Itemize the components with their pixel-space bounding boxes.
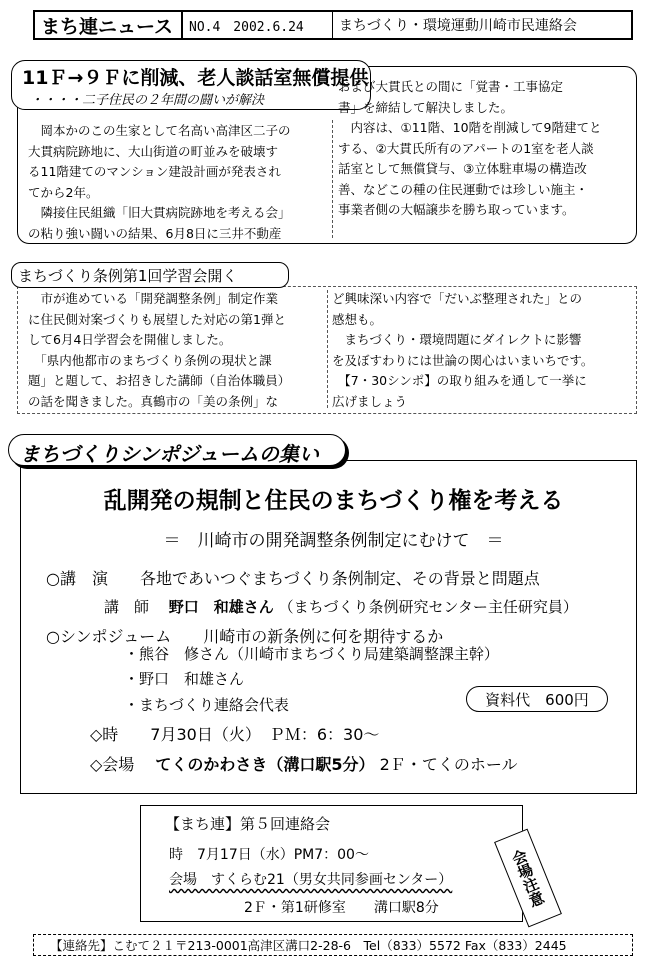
text-line: 題」と題して、お招きした講師（自治体職員） [28,373,291,388]
text-line: 市が進めている「開発調整条例」制定作業 [28,291,279,306]
text-line: および大貫氏との間に「覚書・工事協定 [338,79,564,94]
venue-room: 2Ｆ・てくのホール [379,755,518,774]
text-line: して6月4日学習会を開催しました。 [28,332,232,347]
text-line: ど興味深い内容で「だいぶ整理された」との [332,291,583,306]
article1-subhead: ・・・・二子住民の２年間の闘いが解決 [30,93,265,108]
newsletter-title: まち連ニュース [35,12,183,38]
text-line: 書」を締結して解決しました。 [338,99,514,115]
header-bar [33,10,633,40]
lecturer-label: 講 師 [104,598,150,616]
panelist-item: ・野口 和雄さん [124,670,245,688]
text-line: る11階建てのマンション建設計画が発表され [28,164,281,179]
text-line: 広げましょう [332,393,408,409]
lecturer-name: 野口 和雄さん [168,598,274,616]
fee-badge: 資料代 600円 [466,686,608,712]
text-line: 岡本かのこの生家として名高い高津区二子の [28,123,291,138]
venue-name: てくのかわさき（溝口駅5分） [155,755,375,774]
symposium-subtitle: ＝ 川崎市の開発調整条例制定にむけて ＝ [163,531,504,551]
article2-headline: まちづくり条例第1回学習会開く [18,267,238,285]
panel-line: ○シンポジューム 川崎市の新条例に何を期待するか [46,627,444,646]
text-line: 事業者側の大幅譲歩を勝ち取っています。 [338,202,575,217]
symposium-headline: まちづくりシンポジュームの集い [20,442,319,466]
event-time: ◇時 7月30日（火） ＰＭ：6：30～ [90,725,380,744]
text-line: 感想も。 [332,311,383,327]
text-line: に住民側対案づくりも展望した対応の第1弾と [28,311,286,327]
symposium-title: 乱開発の規制と住民のまちづくり権を考える [103,488,564,514]
text-line: 「県内他都市のまちづくり条例の現状と課 [28,352,272,368]
text-line: 話室として無償貸与、③立体駐車場の構造改 [338,161,587,176]
meeting-time: 時 7月17日（水）PM7：00～ [169,847,369,863]
panelist-item: ・まちづくり連絡会代表 [124,696,289,714]
text-line: する、②大貫氏所有のアパートの1室を老人談 [338,140,594,156]
meeting-title: 【まち連】第５回連絡会 [165,815,331,833]
stamp-text: 会場注意 [507,847,548,910]
article1-left-column [28,121,291,244]
article1-right-column [338,77,601,221]
column-divider [332,120,333,238]
text-line: 【7・30シンポ】の取り組みを通して一挙に [332,373,587,388]
text-line: を及ぼすわりには世論の関心はいまいちです。 [332,352,594,368]
lecture-line: ○講 演 各地であいつぐまちづくり条例制定、その背景と問題点 [46,569,540,588]
panelist-item: ・熊谷 修さん（川崎市まちづくり局建築調整課主幹） [124,645,499,663]
column-divider [327,290,328,408]
meeting-room: 2Ｆ・第1研修室 溝口駅8分 [244,900,439,916]
article1-headline: 11Ｆ→９Ｆに削減、老人談話室無償提供 [22,67,369,89]
event-venue [90,752,518,775]
venue-label: ◇会場 [90,755,135,774]
text-line: 内容は、①11階、10階を削減して9階建てと [338,120,602,135]
text-line: まちづくり・環境問題にダイレクトに影響 [332,332,582,347]
text-line: の粘り強い闘いの結果、6月8日に三井不動産 [28,225,282,241]
contact-footer: 【連絡先】こむて２１〒213-0001高津区溝口2-28-6 Tel（833）5572 Fax（833）2445 [33,934,633,956]
issue-number: NO.4 2002.6.24 [183,12,333,38]
text-line: てから2年。 [28,184,99,200]
text-line: 隣接住民組織「旧大貫病院跡地を考える会」 [28,205,291,220]
text-line: の話を聞きました。真鶴市の「美の条例」な [28,393,279,409]
text-line: 大貫病院跡地に、大山街道の町並みを破壊す [28,143,279,159]
organization-name: まちづくり・環境運動川崎市民連絡会 [339,18,577,34]
text-line: 善、などこの種の住民運動では珍しい施主・ [338,181,589,197]
article2-left-column [28,289,290,412]
meeting-venue: 会場 すくらむ21（男女共同参画センター） [169,872,453,888]
lecturer-line [104,596,578,617]
lecturer-affiliation: （まちづくり条例研究センター主任研究員） [278,598,578,616]
article2-right-column [332,289,593,412]
